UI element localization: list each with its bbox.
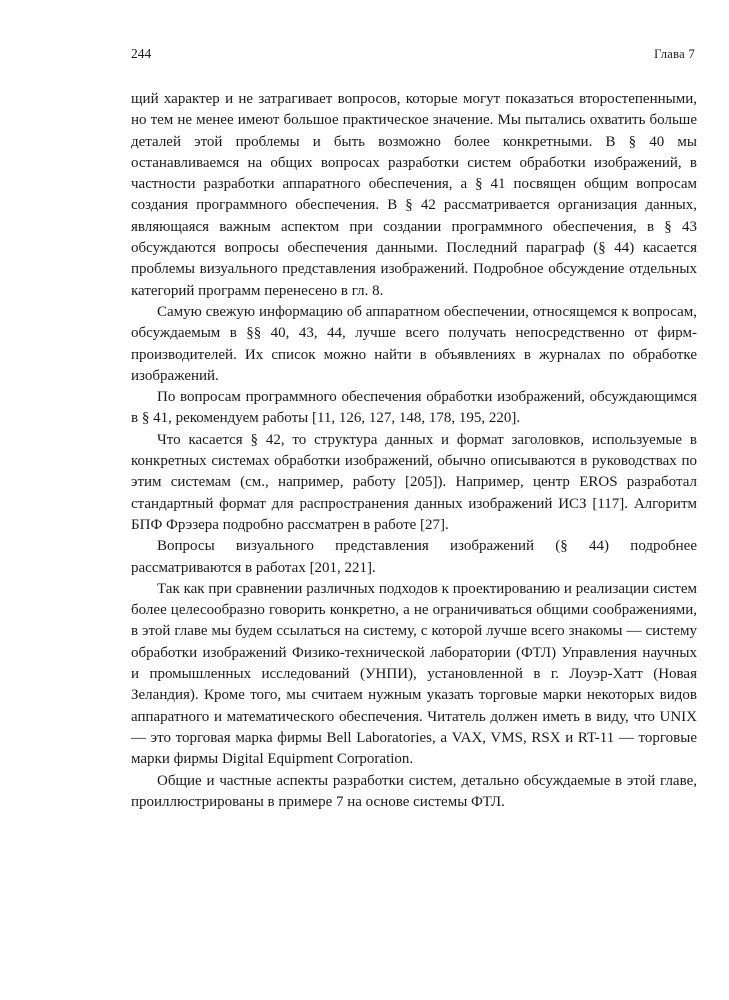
book-page bbox=[131, 46, 697, 813]
paragraph-summary: Общие и частные аспекты разработки систем, детально обсуждаемые в этой главе, проиллюстрированы в примере 7 на основе системы ФТЛ. bbox=[131, 772, 697, 810]
body-text bbox=[131, 89, 697, 813]
paragraph-visual-representation: Вопросы визуального представления изображений (§ 44) подробнее рассматриваются в работах [201, 221]. bbox=[131, 538, 697, 576]
paragraph-continuation: щий характер и не затрагивает вопросов, которые могут показаться второстепенными, но тем не менее имеют большое практическое значение. Мы пытались охватить больше деталей этой проблемы и быть возможно более конкретными. В § 40 мы останавливаемся на общих вопросах разработки систем обработки изображений, в частности разработки аппаратного обеспечения, а § 41 посвящен общим вопросам создания программного обеспечения. В § 42 рассматривается организация данных, являющаяся важным аспектом при создании программного обеспечения, в § 43 обсуждаются вопросы обеспечения данными. Последний параграф (§ 44) касается проблемы визуального представления изображений. Подробное обсуждение отдельных категорий программ перенесено в гл. 8. bbox=[131, 91, 697, 299]
page-number: 244 bbox=[131, 46, 152, 61]
paragraph-data-structure: Что касается § 42, то структура данных и формат заголовков, используемые в конкретных системах обработки изображений, обычно описываются в руководствах по этим системам (см., например, работу [205]). Например, центр EROS разработал стандартный формат для распространения данных изображений ИСЗ [117]. Алгоритм БПФ Фрэзера подробно рассматрен в работе [27]. bbox=[131, 431, 697, 533]
paragraph-hardware: Самую свежую информацию об аппаратном обеспечении, относящемся к вопросам, обсуждаемым в §§ 40, 43, 44, лучше всего получать непосредственно от фирм-производителей. Их список можно найти в объявлениях в журналах по обработке изображений. bbox=[131, 303, 697, 384]
paragraph-ftl-system: Так как при сравнении различных подходов к проектированию и реализации систем более целесообразно говорить конкретно, а не ограничиваться общими соображениями, в этой главе мы будем ссылаться на систему, с которой лучше всего знакомы — систему обработки изображений Физико-технической лаборатории (ФТЛ) Управления научных и промышленных исследований (УНПИ), установленной в г. Лоуэр-Хатт (Новая Зеландия). Кроме того, мы считаем нужным указать торговые марки некоторых видов аппаратного и математического обеспечения. Читатель должен иметь в виду, что UNIX — это торговая марка фирмы Bell Laboratories, а VAX, VMS, RSX и RT-11 — торговые марки фирмы Digital Equipment Corporation. bbox=[131, 580, 697, 768]
running-head bbox=[131, 46, 697, 72]
chapter-label: Глава 7 bbox=[654, 47, 695, 61]
paragraph-software: По вопросам программного обеспечения обработки изображений, обсуждающимся в § 41, рекомендуем работы [11, 126, 127, 148, 178, 195, 220]. bbox=[131, 389, 697, 427]
